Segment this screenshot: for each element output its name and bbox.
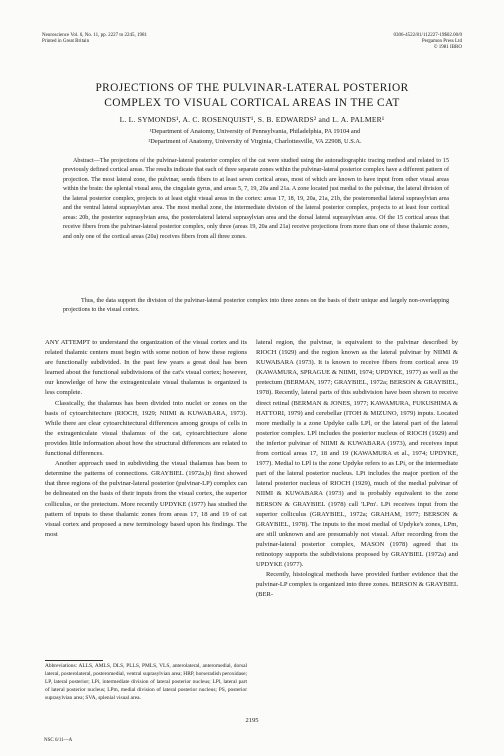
journal-line-2: Printed in Great Britain	[42, 39, 90, 44]
abstract-paragraph-2: Thus, the data support the division of the pulvinar-lateral posterior complex into three zones on the basis of their unique and largely non-overlapping projections to the visual cortex.	[63, 298, 449, 314]
affiliation-1: ¹Department of Anatomy, University of Pennsylvania, Philadelphia, PA 19104 and	[149, 128, 361, 135]
journal-line-1: Neuroscience Vol. 6, No. 11, pp. 2227 to 2245, 1981	[42, 33, 148, 38]
affiliation-2: ²Department of Anatomy, University of Virginia, Charlottesville, VA 22908, U.S.A.	[148, 138, 362, 145]
right-column	[256, 338, 458, 600]
issn-line-2: Pergamon Press Ltd	[421, 39, 462, 44]
title-line-1: PROJECTIONS OF THE PULVINAR-LATERAL POSTERIOR	[95, 82, 409, 94]
body-paragraph: Classically, the thalamus has been divided into nuclei or zones on the basis of cytoarchitecture (RIOCH, 1929; NIIMI & KUWABARA, 1973). While there are clear cytoarchitectural differences among groups of cells in the extrageniculate visual thalamus of the cat, cytoarchitecture alone provides little information about how the structural differences are related to functional differences.	[45, 399, 247, 458]
paper-title	[40, 81, 464, 111]
body-paragraph: lateral region, the pulvinar, is equivalent to the pulvinar described by RIOCH (1929) and the region known as the lateral pulvinar by NIIMI & KUWABARA (1973). It is known to receive fibers from cortical area 19 (KAWAMURA, SPRAGUE & NIIMI, 1974; UPDYKE, 1977) as well as the pretectum (BERMAN, 1977; GRAYBIEL, 1972a; BERSON & GRAYBIEL, 1978). Recently, lateral parts of this subdivision have been shown to receive direct retinal (BERMAN & JONES, 1977; KAWAMURA, FUKUSHIMA & HATTORI, 1979) and cerebellar (ITOH & MIZUNO, 1979) inputs. Located more medially is a zone Updyke calls LPl, or the lateral part of the lateral posterior complex. LPl includes the posterior nucleus of RIOCH (1929) and the inferior pulvinar of NIIMI & KUWABARA (1973), and receives input from cortical areas 17, 18 and 19 (KAWAMURA et al., 1974; UPDYKE, 1977). Medial to LPl is the zone Updyke refers to as LPi, or the intermediate part of the lateral posterior nucleus. LPi includes the major portion of the lateral posterior nucleus of RIOCH (1929), much of the medial pulvinar of NIIMI & KUWABARA (1973) and is probably equivalent to the zone BERSON & GRAYBIEL (1978) call 'LPm'. LPi receives input from the superior colliculus (GRAYBIEL, 1972a; GRAHAM, 1977; BERSON & GRAYBIEL, 1978). The inputs to the most medial of Updyke's zones, LPm, are still unknown and are presumably not visual. After recording from the pulvinar-lateral posterior complex, MASON (1978) agreed that its retinotopy supports the subdivisions proposed by GRAYBIEL (1972a) and UPDYKE (1977).	[256, 339, 458, 569]
author-list: L. L. SYMONDS¹, A. C. ROSENQUIST¹, S. B. EDWARDS² and L. A. PALMER¹	[119, 115, 385, 124]
issue-code: NSC 6/11—A	[44, 738, 73, 743]
issn-line-3: © 1981 IBRO	[433, 45, 462, 50]
body-paragraph: Another approach used in subdividing the visual thalamus has been to determine the patterns of connections. GRAYBIEL (1972a,b) first showed that three regions of the pulvinar-lateral posterior (pulvinar-LP) complex can be delineated on the basis of their inputs from the visual cortex, the superior colliculus, or the pretectum. More recently UPDYKE (1977) has studied the pattern of inputs to these thalamic zones from areas 17, 18 and 19 of cat visual cortex and proposed a new terminology based upon his findings. The most	[45, 460, 247, 538]
abstract-paragraph-1: Abstract—The projections of the pulvinar-lateral posterior complex of the cat were studied using the autoradiographic tracing method and related to 15 previously defined cortical areas. The results indicate that each of three separate zones within the pulvinar-lateral posterior complex have a different pattern of projection. The most lateral zone, the pulvinar, sends fibers to at least seven cortical areas, most of which are known to have input from other visual areas within the brain: the splenial visual area, the cingulate gyrus, and areas 5, 7, 19, 20a and 21a. A zone located just medial to the pulvinar, the lateral division of the lateral posterior complex, projects to at least eight visual areas in the cortex: areas 17, 18, 19, 20a, 21a, 21b, the posteromedial lateral suprasylvian area and the ventral lateral suprasylvian area. The most medial zone, the intermediate division of the lateral posterior complex, projects to at least four cortical areas: 20b, the posterior suprasylvian area, the posterolateral lateral suprasylvian area and the dorsal lateral suprasylvian area. Of the 15 cortical areas that receive fibers from the pulvinar-lateral posterior complex, only three (areas 19, 20a and 21a) receive projections from more than one of these thalamic zones, and only one of the cortical areas (20a) receives fibers from all three zones.	[63, 158, 449, 240]
title-line-2: COMPLEX TO VISUAL CORTICAL AREAS IN THE CAT	[104, 97, 400, 109]
body-paragraph: Recently, histological methods have provided further evidence that the pulvinar-LP complex is organized into three zones. BERSON & GRAYBIEL (BER-	[256, 571, 458, 599]
affiliations	[60, 127, 450, 147]
left-column	[45, 338, 247, 540]
body-paragraph: ANY ATTEMPT to understand the organization of the visual cortex and its related thalamic centers must begin with some notion of how these regions are functionally subdivided. In the past few years a great deal has been learned about the functional subdivisions of the cat's visual cortex; however, our knowledge of how the extrageniculate visual thalamus is organized is less complete.	[45, 339, 247, 397]
issn-line-1: 0306-4522/81/112227-19$02.00/0	[393, 33, 462, 38]
issn-info	[300, 33, 462, 51]
abbreviations-footnote: Abbreviations: ALLS, AMLS, DLS, PLLS, PMLS, VLS, anterolateral, anteromedial, dorsal lateral, posterolateral, posteromedial, ventral suprasylvian area; HRP, horseradish peroxidase; LP, lateral posterior; LPi, intermediate division of lateral posterior nucleus; LPl, lateral part of lateral posterior nucleus; LPm, medial division of lateral posterior nucleus; PS, posterior suprasylvian area; SVA, splenial visual area.	[45, 663, 247, 701]
footnote-divider	[45, 660, 103, 661]
journal-info	[42, 33, 242, 45]
page-number: 2195	[245, 717, 259, 724]
